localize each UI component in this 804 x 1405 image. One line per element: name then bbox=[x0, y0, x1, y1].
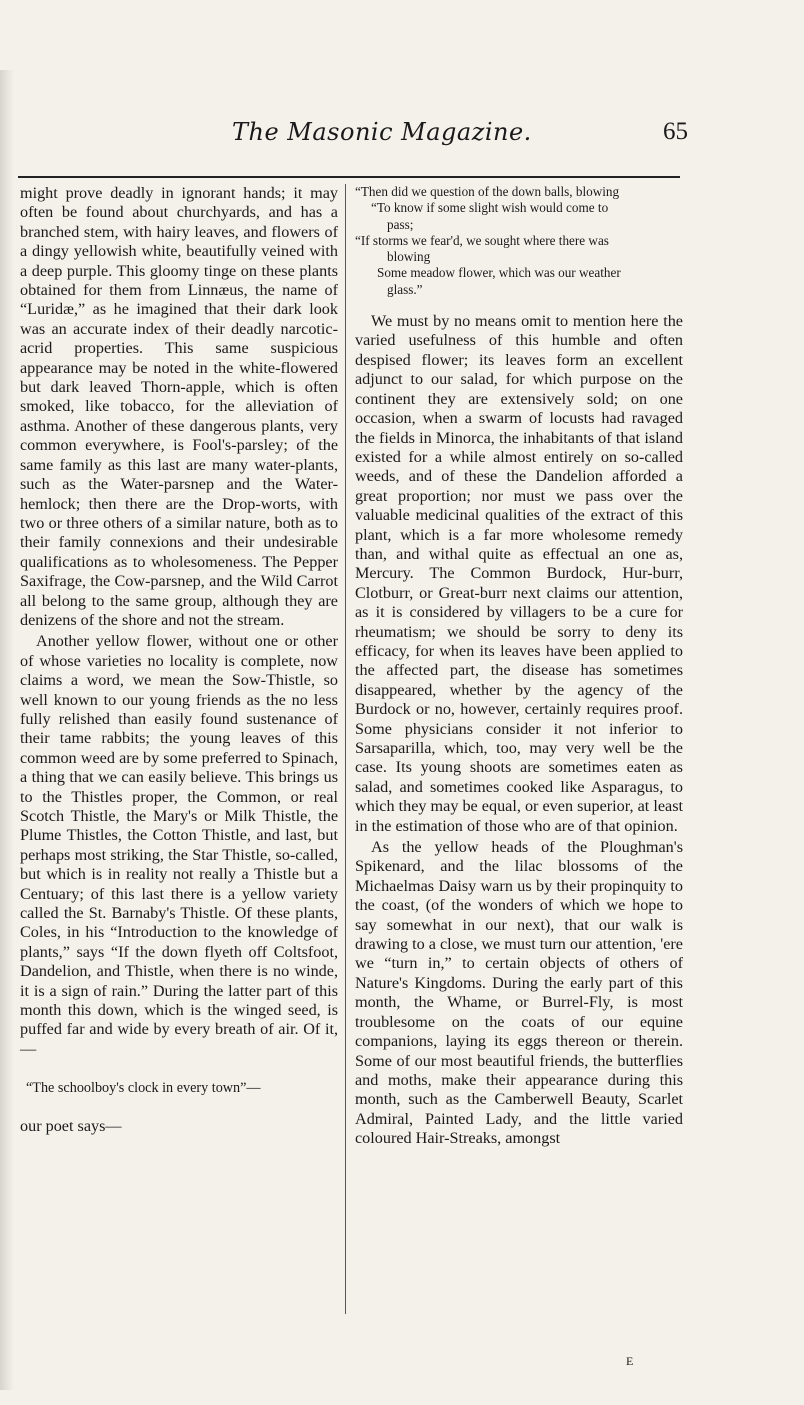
running-head bbox=[0, 112, 804, 152]
poem-line-2: “To know if some slight wish would come to bbox=[371, 200, 609, 216]
poem-line-1: “Then did we question of the down balls, blowing bbox=[355, 184, 620, 199]
poem-quote bbox=[355, 184, 683, 298]
poem-line-2-cont: pass; bbox=[387, 216, 414, 232]
signature-mark: E bbox=[626, 1354, 634, 1368]
poem-line-4-cont: glass.” bbox=[387, 281, 423, 297]
page-number: 65 bbox=[663, 118, 688, 145]
left-quote: “The schoolboy's clock in every town”— bbox=[26, 1080, 261, 1097]
left-paragraph-2: Another yellow flower, without one or other of whose varieties no locality is complete, now claims a word, we mean the Sow-Thistle, so well known to our young friends as the no less fully relished than easily found sustenance of their tame rabbits; the young leaves of this common weed are by some preferred to Spinach, a thing that we can easily believe. This brings us to the Thistles proper, the Common, or real Scotch Thistle, the Mary's or Milk Thistle, the Plume Thistles, the Cotton Thistle, and last, but perhaps most striking, the Star Thistle, so-called, but which is in reality not really a Thistle but a Centuary; of this last there is a yellow variety called the St. Barnaby's Thistle. Of these plants, Coles, in his “Introduction to the knowledge of plants,” says “If the down flyeth off Coltsfoot, Dandelion, and Thistle, when there is no winde, it is a sign of rain.” During the latter part of this month this down, which is the winged seed, is puffed far and wide by every breath of air. Of it,— bbox=[20, 632, 338, 1058]
poem-line-3: “If storms we fear'd, we sought where there was bbox=[355, 232, 609, 248]
right-paragraph-2: As the yellow heads of the Ploughman's Spikenard, and the lilac blossoms of the Michaelmas Daisy warn us by their propinquity to the coast, (of the wonders of which we hope to say somewhat in our next), that our walk is drawing to a close, we must turn our attention, 'ere we “turn in,” to certain objects of others of Nature's Kingdoms. During the early part of this month, the Whame, or Burrel-Fly, is most troublesome on the coats of our equine companions, laying its eggs thereon or therein. Some of our most beautiful friends, the butterflies and moths, make their appearance during this month, such as the Camberwell Beauty, Scarlet Admiral, Painted Lady, and the little varied coloured Hair-Streaks, amongst bbox=[355, 838, 683, 1148]
poem-line-4: Some meadow flower, which was our weather bbox=[377, 265, 621, 281]
right-column bbox=[355, 184, 683, 1149]
running-title: The Masonic Magazine. bbox=[232, 118, 532, 146]
right-paragraph-1: We must by no means omit to mention here the varied usefulness of this humble and often despised flower; its leaves form an excellent adjunct to our salad, for which purpose on the continent they are extensively sold; on one occasion, when a swarm of locusts had ravaged the fields in Minorca, the inhabitants of that island existed for a while almost entirely on so-called weeds, and of these the Dandelion afforded a great proportion; nor must we pass over the valuable medicinal qualities of the extract of this plant, which is a far more wholesome remedy than, and withal quite as effectual an one as, Mercury. The Common Burdock, Hur-burr, Clotburr, or Great-burr next claims our attention, as it is considered by villagers to be a cure for rheumatism; we should be sorry to deny its efficacy, for when its leaves have been applied to the affected part, the disease has sometimes disappeared, whether by the agency of the Burdock or no, however, certainly requires proof. Some physicians consider it not inferior to Sarsaparilla, which, too, may very well be the case. Its young shoots are sometimes eaten as salad, and sometimes cooked like Asparagus, to which they may be equal, or even superior, at least in the estimation of those who are of that opinion. bbox=[355, 312, 683, 835]
left-after-quote: our poet says— bbox=[20, 1117, 122, 1136]
left-column bbox=[20, 184, 338, 1137]
left-paragraph-1: might prove deadly in ignorant hands; it may often be found about churchyards, and has a branched stem, with hairy leaves, and flowers of a dingy yellowish white, beautifully veined with a deep purple. This gloomy tinge on these plants obtained for them from Linnæus, the name of “Luridæ,” as he imagined that their dark look was an accurate index of their deadly narcotic-acrid properties. This same suspicious appearance may be noted in the white-flowered but dark leaved Thorn-apple, which is often smoked, like tobacco, for the alleviation of asthma. Another of these dangerous plants, very common everywhere, is Fool's-parsley; of the same family as this last are many water-plants, such as the Water-parsnep and the Water-hemlock; then there are the Drop-worts, with two or three others of a similar nature, both as to their family connexions and their undesirable qualifications as to wholesomeness. The Pepper Saxifrage, the Cow-parsnep, and the Wild Carrot all belong to the same group, although they are denizens of the shore and not the stream. bbox=[20, 184, 338, 629]
column-divider bbox=[345, 184, 346, 1314]
poem-line-3-cont: blowing bbox=[387, 249, 431, 265]
header-rule bbox=[18, 176, 680, 178]
binding-edge-shadow bbox=[0, 70, 14, 1390]
